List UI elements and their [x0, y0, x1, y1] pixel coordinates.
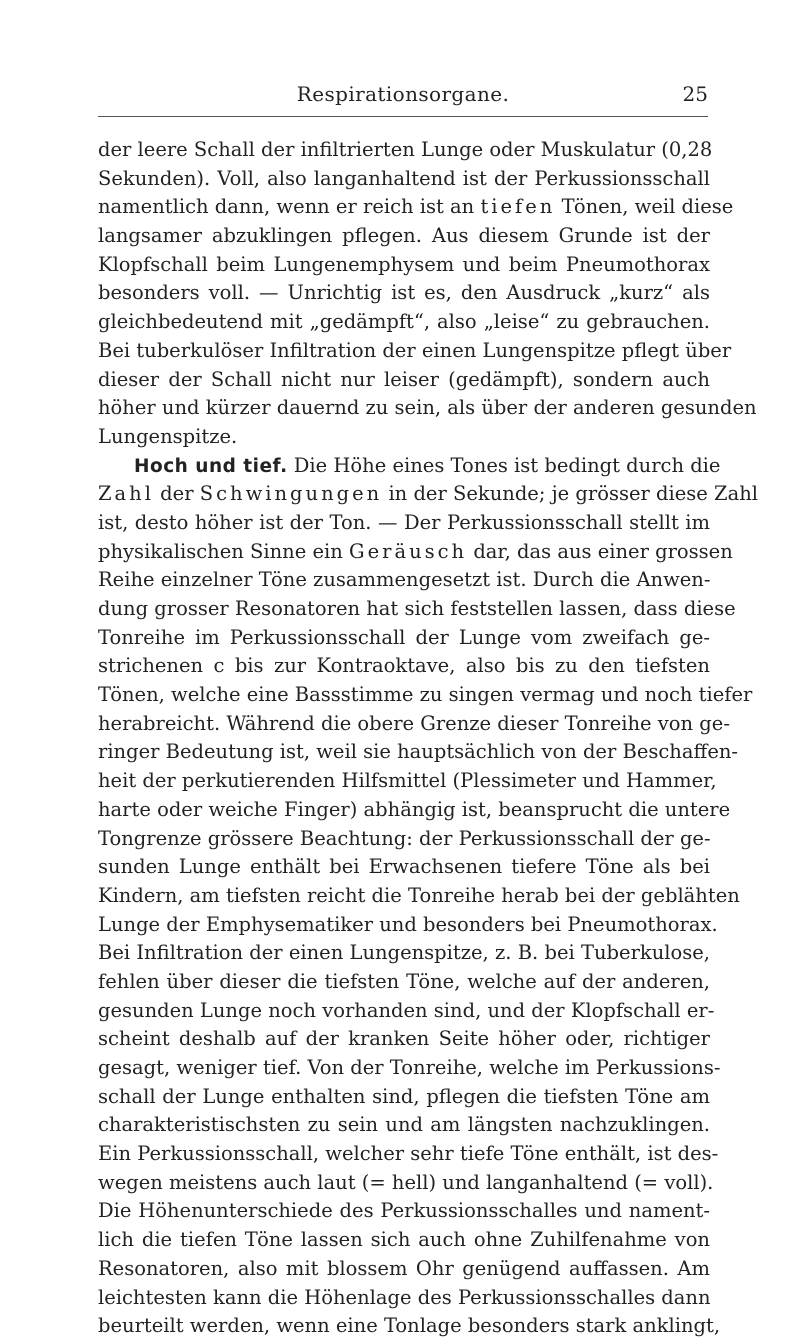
text-line: [98, 738, 739, 767]
text-run: Lungenspitze.: [98, 424, 238, 448]
text-line: [98, 308, 710, 337]
text-run: wegen meistens auch laut (= hell) und langanhaltend (= voll).: [98, 1170, 714, 1194]
text-line: [98, 882, 740, 911]
text-line: [98, 193, 734, 222]
text-line: [98, 538, 733, 567]
text-line: [98, 337, 732, 366]
text-run: ist, desto höher ist der Ton. — Der Perkussionsschall stellt im: [98, 510, 710, 534]
text-line: [98, 136, 713, 165]
text-line: [98, 796, 731, 825]
text-run: der: [153, 482, 200, 506]
text-run: schall der Lunge enthalten sind, pflegen die tiefsten Töne am: [98, 1084, 710, 1108]
text-run: heit der perkutierenden Hilfsmittel (Plessimeter und Hammer,: [98, 769, 717, 793]
text-run: Tonreihe im Perkussionsschall der Lunge vom zweifach ge-: [98, 625, 710, 649]
emphasis-text: Schwingungen: [199, 482, 383, 506]
text-run: in der Sekunde; je grösser diese Zahl: [382, 482, 758, 506]
running-title: Respirationsorgane.: [296, 82, 510, 106]
text-run: ringer Bedeutung ist, weil sie hauptsächlich von der Beschaffen-: [98, 740, 739, 764]
text-run: physikalischen Sinne ein: [98, 539, 349, 563]
text-line: [98, 825, 710, 854]
text-run: gleichbedeutend mit „gedämpft“, also „leise“ zu gebrauchen.: [98, 310, 710, 334]
text-run: charakteristischsten zu sein und am längsten nachzuklingen.: [98, 1113, 710, 1137]
text-run: der leere Schall der infiltrierten Lunge oder Muskulatur (0,28: [98, 138, 713, 161]
text-line: [98, 509, 710, 538]
section-heading: Hoch und tief.: [134, 455, 288, 477]
text-run: Klopfschall beim Lungenemphysem und beim Pneumothorax: [98, 252, 710, 276]
running-head: [98, 76, 708, 117]
text-run: sunden Lunge enthält bei Erwachsenen tiefere Töne als bei: [98, 855, 710, 879]
text-line: [98, 652, 710, 681]
emphasis-text: Zahl: [98, 482, 154, 506]
text-line: [98, 1284, 710, 1313]
text-run: scheint deshalb auf der kranken Seite höher oder, richtiger: [98, 1027, 710, 1051]
text-line: [98, 968, 710, 997]
text-run: Reihe einzelner Töne zusammengesetzt ist. Durch die Anwen-: [98, 568, 711, 592]
text-run: Lunge der Emphysematiker und besonders bei Pneumothorax.: [98, 912, 718, 936]
text-run: gesunden Lunge noch vorhanden sind, und der Klopfschall er-: [98, 998, 715, 1022]
text-run: dung grosser Resonatoren hat sich feststellen lassen, dass diese: [98, 597, 736, 620]
text-run: dar, das aus einer grossen: [467, 539, 733, 563]
text-run: fehlen über dieser die tiefsten Töne, welche auf der anderen,: [98, 969, 710, 993]
text-line: [98, 1312, 721, 1341]
text-run: Bei tuberkulöser Infiltration der einen Lungenspitze pflegt über: [98, 338, 732, 362]
text-line: [98, 767, 717, 796]
text-line: [98, 279, 710, 308]
text-run: Die Höhe eines Tones ist bedingt durch die: [287, 453, 721, 477]
text-run: dieser der Schall nicht nur leiser (gedämpft), sondern auch: [98, 367, 710, 391]
text-line: [98, 165, 710, 194]
text-run: beurteilt werden, wenn eine Tonlage besonders stark anklingt,: [98, 1314, 721, 1338]
text-run: gesagt, weniger tief. Von der Tonreihe, welche im Perkussions-: [98, 1056, 721, 1079]
text-run: Kindern, am tiefsten reicht die Tonreihe herab bei der geblähten: [98, 883, 740, 907]
text-line: [98, 452, 721, 481]
text-run: langsamer abzuklingen pflegen. Aus diesem Grunde ist der: [98, 224, 710, 248]
text-line: [98, 1169, 714, 1198]
text-run: Die Höhenunterschiede des Perkussionsschalles und nament-: [98, 1199, 710, 1223]
text-line: [98, 939, 710, 968]
text-run: höher und kürzer dauernd zu sein, als über der anderen gesunden: [98, 396, 757, 420]
text-run: leichtesten kann die Höhenlage des Perkussionsschalles dann: [98, 1285, 711, 1309]
body-text: [98, 136, 758, 1341]
text-line: [98, 1140, 719, 1169]
text-run: herabreicht. Während die obere Grenze dieser Tonreihe von ge-: [98, 711, 730, 735]
text-line: [98, 423, 710, 452]
text-run: Resonatoren, also mit blossem Ohr genügend auffassen. Am: [98, 1256, 710, 1280]
text-line: [98, 595, 736, 624]
text-line: [98, 480, 758, 509]
emphasis-text: tiefen: [480, 195, 556, 219]
text-line: [98, 1083, 710, 1112]
text-run: lich die tiefen Töne lassen sich auch ohne Zuhilfenahme von: [98, 1228, 710, 1252]
text-line: [98, 251, 710, 280]
text-run: Tönen, weil diese: [555, 195, 734, 219]
text-run: Tönen, welche eine Bassstimme zu singen vermag und noch tiefer: [98, 683, 753, 707]
page-number: 25: [682, 82, 708, 106]
text-run: namentlich dann, wenn er reich ist an: [98, 195, 481, 219]
text-line: [98, 1226, 710, 1255]
text-run: Sekunden). Voll, also langanhaltend ist der Perkussionsschall: [98, 166, 710, 190]
emphasis-text: Geräusch: [349, 539, 468, 563]
text-line: [98, 624, 710, 653]
text-line: [98, 366, 710, 395]
text-line: [98, 1197, 710, 1226]
text-run: Ein Perkussionsschall, welcher sehr tiefe Töne enthält, ist des-: [98, 1142, 719, 1166]
text-line: [98, 681, 753, 710]
text-line: [98, 1025, 710, 1054]
text-line: [98, 997, 715, 1026]
text-line: [98, 222, 710, 251]
text-line: [98, 1111, 710, 1140]
text-run: strichenen c bis zur Kontraoktave, also bis zu den tiefsten: [98, 654, 710, 678]
text-run: Tongrenze grössere Beachtung: der Perkussionsschall der ge-: [98, 826, 711, 850]
text-line: [98, 911, 718, 940]
text-line: [98, 853, 710, 882]
text-line: [98, 394, 757, 423]
text-line: [98, 1054, 721, 1083]
text-line: [98, 1255, 710, 1284]
text-run: harte oder weiche Finger) abhängig ist, beansprucht die untere: [98, 797, 731, 821]
text-line: [98, 710, 730, 739]
text-run: Bei Infiltration der einen Lungenspitze, z. B. bei Tuberkulose,: [98, 941, 710, 965]
text-line: [98, 566, 710, 595]
text-run: besonders voll. — Unrichtig ist es, den Ausdruck „kurz“ als: [98, 281, 710, 305]
